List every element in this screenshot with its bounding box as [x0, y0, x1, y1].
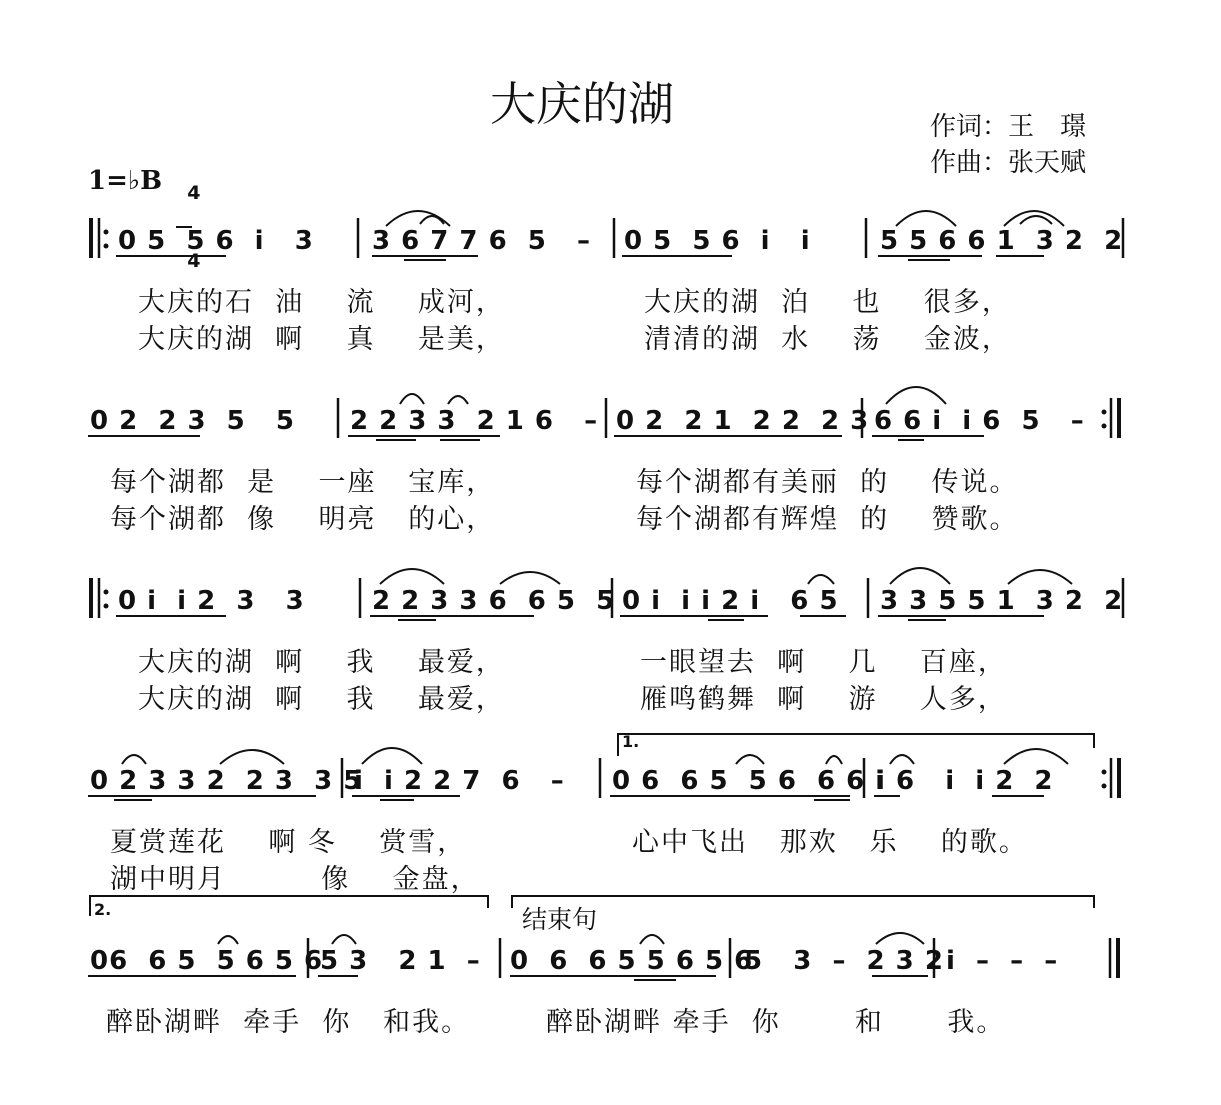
- slur: [886, 387, 946, 404]
- system2-verse1-b: 每个湖都有美丽 的 传说。: [636, 467, 1019, 498]
- system5-measure3: 0 6 6 5 5 6 5 6: [510, 946, 754, 976]
- slur: [876, 933, 924, 944]
- system1-measure1: 0 5 5 6 i 3: [118, 226, 314, 256]
- slur: [808, 575, 834, 584]
- slur: [500, 572, 560, 584]
- repeat-dots: [104, 230, 1107, 789]
- system2-verse2-a: 每个湖都 像 明亮 的心，: [110, 504, 496, 535]
- system4-measure4: i 6 i i 2 2: [876, 766, 1054, 796]
- slur: [826, 756, 842, 764]
- system5-measure4: 5 3 – 2 3 2: [744, 946, 944, 976]
- system1-measure2: 3 6 7 7 6 5 –: [372, 226, 592, 256]
- system3-verse2-a: 大庆的湖 啊 我 最爱，: [138, 684, 505, 715]
- system3-verse1-b: 一眼望去 啊 几 百座，: [640, 647, 1007, 678]
- coda-bracket: [512, 896, 1094, 908]
- slur: [890, 568, 950, 584]
- system1-measure3: 0 5 5 6 i i: [624, 226, 811, 256]
- system5-verse1-a: 醉卧湖畔 牵手 你 和我。: [106, 1007, 471, 1038]
- lyricist-credit: 作词：王 璟: [930, 112, 1087, 142]
- system5-verse1-b: 醉卧湖畔 牵手 你 和 我。: [546, 1007, 1006, 1038]
- volta-brackets: [90, 734, 1094, 916]
- slur: [1004, 749, 1068, 764]
- system3-measure3: 0 i i i 2 i 6 5: [622, 586, 839, 616]
- composer-credit: 作曲：张天赋: [930, 148, 1087, 178]
- system4-measure2: i i 2 2 7 6 –: [354, 766, 565, 796]
- system5-measure2: 5 3 2 1 –: [320, 946, 481, 976]
- slur: [218, 936, 238, 944]
- system2-measure2: 2 2 3 3 2 1 6 –: [350, 406, 599, 436]
- song-title: 大庆的湖: [490, 77, 674, 131]
- slurs: [122, 211, 1072, 944]
- system2-measure3: 0 2 2 1 2 2 2 3: [616, 406, 870, 436]
- slur: [736, 755, 764, 764]
- slur: [890, 755, 914, 764]
- system2-verse2-b: 每个湖都有辉煌 的 赞歌。: [636, 504, 1019, 535]
- system1-verse1-b: 大庆的湖 泊 也 很多，: [644, 287, 1011, 318]
- coda-label: 结束句: [522, 905, 598, 934]
- slur: [362, 748, 422, 764]
- slur: [332, 935, 356, 944]
- barlines: [91, 218, 1123, 978]
- time-sig-top: 4: [187, 182, 201, 204]
- key-signature: 1=♭B: [88, 166, 163, 196]
- system3-verse1-a: 大庆的湖 啊 我 最爱，: [138, 647, 505, 678]
- system4-verse1-b: 心中飞出 那欢 乐 的歌。: [632, 827, 1028, 858]
- system3-measure4: 3 3 5 5 1 3 2 2: [880, 586, 1124, 616]
- slur: [380, 569, 444, 584]
- slur: [220, 750, 284, 764]
- system2-verse1-a: 每个湖都 是 一座 宝库，: [110, 467, 496, 498]
- slur: [640, 935, 664, 944]
- volta-1-label: 1.: [622, 732, 640, 751]
- system1-measure4: 5 5 6 6 1 3 2 2: [880, 226, 1124, 256]
- slur: [448, 396, 468, 404]
- system3-measure2: 2 2 3 3 6 6 5 5: [372, 586, 616, 616]
- volta-2-bracket: [90, 896, 488, 916]
- slur: [1020, 216, 1052, 224]
- system4-measure3: 0 6 6 5 5 6 6 6 i: [612, 766, 886, 796]
- slur: [896, 211, 956, 226]
- system4-verse2-a: 湖中明月 像 金盘，: [110, 864, 480, 895]
- volta-2-label: 2.: [94, 900, 112, 919]
- system4-measure1: 0 2 3 3 2 2 3 3 5: [90, 766, 363, 796]
- beam-underlines: [88, 256, 1044, 980]
- system4-verse1-a: 夏赏莲花 啊 冬 赏雪，: [110, 827, 467, 858]
- system3-verse2-b: 雁鸣鹤舞 啊 游 人多，: [640, 684, 1007, 715]
- system5-measure5: i – – –: [946, 946, 1059, 976]
- system2-measure1: 0 2 2 3 5 5: [90, 406, 296, 436]
- slur: [1008, 570, 1072, 584]
- system1-verse2-b: 清清的湖 水 荡 金波，: [644, 324, 1011, 355]
- slur: [400, 394, 424, 404]
- slur: [386, 211, 450, 226]
- system3-measure1: 0 i i 2 3 3: [118, 586, 305, 616]
- slur: [1004, 211, 1064, 226]
- system1-verse1-a: 大庆的石 油 流 成河，: [138, 287, 505, 318]
- system2-measure4: 6 6 i i 6 5 –: [874, 406, 1085, 436]
- system5-measure1: 06 6 5 5 6 5 6: [90, 946, 324, 976]
- system1-verse2-a: 大庆的湖 啊 真 是美，: [138, 324, 505, 355]
- time-sig-bottom: 4: [187, 250, 201, 272]
- slur: [122, 755, 146, 764]
